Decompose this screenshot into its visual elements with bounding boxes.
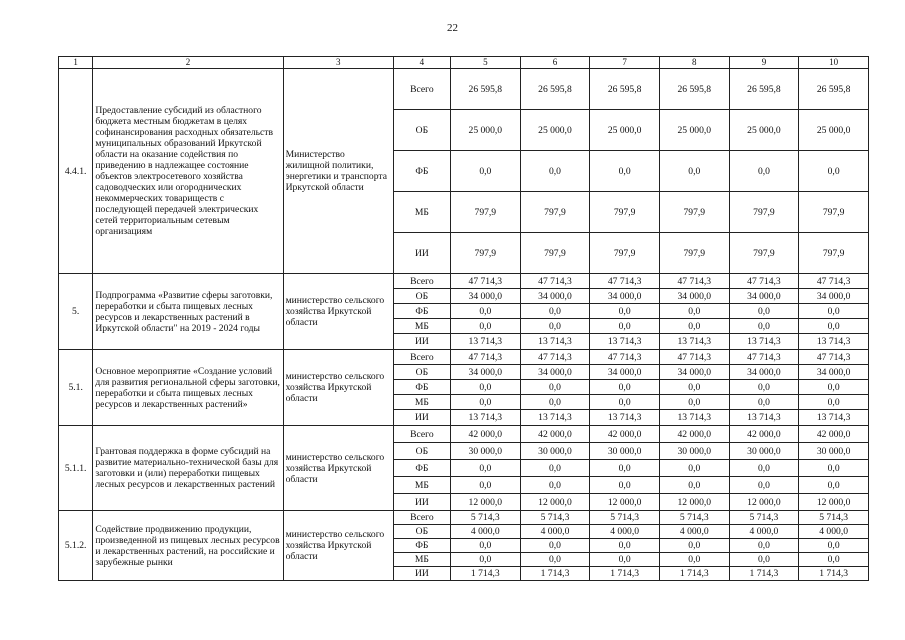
amount-cell: 26 595,8 — [520, 69, 590, 110]
row-code: 4.4.1. — [59, 69, 93, 274]
row-code: 5. — [59, 274, 93, 350]
amount-cell: 0,0 — [450, 304, 520, 319]
amount-cell: 0,0 — [729, 319, 799, 334]
amount-cell: 1 714,3 — [799, 567, 869, 581]
amount-cell: 25 000,0 — [729, 110, 799, 151]
row-code: 5.1. — [59, 350, 93, 426]
amount-cell: 47 714,3 — [799, 350, 869, 365]
table-body — [59, 57, 869, 581]
amount-cell: 0,0 — [520, 539, 590, 553]
amount-cell: 25 000,0 — [450, 110, 520, 151]
amount-cell: 47 714,3 — [450, 274, 520, 289]
amount-cell: 0,0 — [520, 460, 590, 477]
amount-cell: 26 595,8 — [659, 69, 729, 110]
column-number: 10 — [799, 57, 869, 69]
amount-cell: 4 000,0 — [659, 525, 729, 539]
amount-cell: 0,0 — [799, 380, 869, 395]
amount-cell: 12 000,0 — [659, 494, 729, 511]
funding-source: Всего — [393, 350, 450, 365]
row-code: 5.1.2. — [59, 511, 93, 581]
row-description: Предоставление субсидий из областного бюджета местным бюджетам в целях софинансирования расходных обязательств муниципальных образований Иркутской области на оказание содействия по приведению в надлежащее состояние объектов электросетевого хозяйства садоводческих или огороднических некоммерческих товариществ с последующей передачей электрических сетей территориальным сетевым организациям — [93, 69, 283, 274]
row-executor: Министерство жилищной политики, энергетики и транспорта Иркутской области — [283, 69, 393, 274]
amount-cell: 0,0 — [729, 539, 799, 553]
amount-cell: 13 714,3 — [590, 410, 660, 426]
amount-cell: 0,0 — [520, 319, 590, 334]
funding-source: ИИ — [393, 233, 450, 274]
amount-cell: 0,0 — [450, 460, 520, 477]
amount-cell: 0,0 — [450, 553, 520, 567]
amount-cell: 0,0 — [520, 151, 590, 192]
amount-cell: 0,0 — [729, 151, 799, 192]
amount-cell: 5 714,3 — [799, 511, 869, 525]
amount-cell: 797,9 — [659, 233, 729, 274]
amount-cell: 4 000,0 — [450, 525, 520, 539]
funding-source: Всего — [393, 511, 450, 525]
amount-cell: 0,0 — [520, 395, 590, 410]
amount-cell: 0,0 — [590, 477, 660, 494]
funding-source: ОБ — [393, 110, 450, 151]
amount-cell: 42 000,0 — [450, 426, 520, 443]
funding-source: ИИ — [393, 567, 450, 581]
column-number: 7 — [590, 57, 660, 69]
funding-source: ОБ — [393, 443, 450, 460]
funding-source: ФБ — [393, 304, 450, 319]
amount-cell: 0,0 — [520, 380, 590, 395]
table-row — [59, 69, 869, 110]
amount-cell: 47 714,3 — [520, 350, 590, 365]
column-number: 8 — [659, 57, 729, 69]
funding-source: ОБ — [393, 525, 450, 539]
amount-cell: 0,0 — [729, 395, 799, 410]
amount-cell: 26 595,8 — [729, 69, 799, 110]
funding-source: МБ — [393, 553, 450, 567]
row-description: Основное мероприятие «Создание условий для развития региональной сферы заготовки, переработки и сбыта пищевых лесных ресурсов и лекарственных растений» — [93, 350, 283, 426]
amount-cell: 30 000,0 — [729, 443, 799, 460]
amount-cell: 0,0 — [450, 477, 520, 494]
amount-cell: 13 714,3 — [659, 410, 729, 426]
amount-cell: 5 714,3 — [450, 511, 520, 525]
amount-cell: 12 000,0 — [590, 494, 660, 511]
amount-cell: 797,9 — [590, 192, 660, 233]
amount-cell: 797,9 — [799, 192, 869, 233]
funding-source: МБ — [393, 477, 450, 494]
amount-cell: 0,0 — [520, 477, 590, 494]
amount-cell: 0,0 — [729, 460, 799, 477]
amount-cell: 13 714,3 — [799, 410, 869, 426]
table-row — [59, 426, 869, 443]
amount-cell: 0,0 — [450, 319, 520, 334]
amount-cell: 30 000,0 — [799, 443, 869, 460]
row-executor: министерство сельского хозяйства Иркутской области — [283, 511, 393, 581]
amount-cell: 34 000,0 — [450, 365, 520, 380]
amount-cell: 0,0 — [659, 380, 729, 395]
amount-cell: 34 000,0 — [450, 289, 520, 304]
amount-cell: 13 714,3 — [729, 334, 799, 350]
amount-cell: 34 000,0 — [590, 289, 660, 304]
funding-source: ОБ — [393, 365, 450, 380]
amount-cell: 25 000,0 — [590, 110, 660, 151]
amount-cell: 0,0 — [659, 553, 729, 567]
column-number: 4 — [393, 57, 450, 69]
amount-cell: 797,9 — [729, 192, 799, 233]
amount-cell: 4 000,0 — [520, 525, 590, 539]
amount-cell: 5 714,3 — [729, 511, 799, 525]
amount-cell: 0,0 — [590, 151, 660, 192]
table-row — [59, 274, 869, 289]
amount-cell: 0,0 — [590, 460, 660, 477]
amount-cell: 47 714,3 — [520, 274, 590, 289]
amount-cell: 0,0 — [659, 319, 729, 334]
amount-cell: 0,0 — [450, 539, 520, 553]
amount-cell: 13 714,3 — [729, 410, 799, 426]
amount-cell: 5 714,3 — [659, 511, 729, 525]
row-code: 5.1.1. — [59, 426, 93, 511]
funding-source: ФБ — [393, 460, 450, 477]
column-number: 6 — [520, 57, 590, 69]
amount-cell: 797,9 — [729, 233, 799, 274]
amount-cell: 12 000,0 — [520, 494, 590, 511]
amount-cell: 47 714,3 — [590, 274, 660, 289]
amount-cell: 13 714,3 — [520, 410, 590, 426]
amount-cell: 30 000,0 — [590, 443, 660, 460]
amount-cell: 47 714,3 — [729, 350, 799, 365]
amount-cell: 47 714,3 — [729, 274, 799, 289]
amount-cell: 0,0 — [799, 553, 869, 567]
funding-source: МБ — [393, 192, 450, 233]
row-description: Содействие продвижению продукции, произведенной из пищевых лесных ресурсов и лекарственных растений, на российские и зарубежные рынки — [93, 511, 283, 581]
amount-cell: 47 714,3 — [659, 274, 729, 289]
budget-table — [58, 56, 869, 581]
column-number: 3 — [283, 57, 393, 69]
amount-cell: 0,0 — [799, 304, 869, 319]
funding-source: Всего — [393, 69, 450, 110]
amount-cell: 0,0 — [590, 539, 660, 553]
page-number: 22 — [447, 22, 458, 34]
amount-cell: 1 714,3 — [659, 567, 729, 581]
funding-source: ФБ — [393, 539, 450, 553]
funding-source: ОБ — [393, 289, 450, 304]
amount-cell: 34 000,0 — [520, 365, 590, 380]
amount-cell: 30 000,0 — [520, 443, 590, 460]
amount-cell: 47 714,3 — [590, 350, 660, 365]
amount-cell: 797,9 — [520, 233, 590, 274]
column-number-row — [59, 57, 869, 69]
amount-cell: 34 000,0 — [520, 289, 590, 304]
amount-cell: 13 714,3 — [450, 410, 520, 426]
amount-cell: 25 000,0 — [659, 110, 729, 151]
table-row — [59, 350, 869, 365]
amount-cell: 34 000,0 — [729, 289, 799, 304]
amount-cell: 797,9 — [590, 233, 660, 274]
amount-cell: 34 000,0 — [659, 365, 729, 380]
amount-cell: 34 000,0 — [799, 289, 869, 304]
amount-cell: 12 000,0 — [450, 494, 520, 511]
amount-cell: 0,0 — [659, 460, 729, 477]
amount-cell: 4 000,0 — [590, 525, 660, 539]
amount-cell: 0,0 — [799, 395, 869, 410]
amount-cell: 25 000,0 — [799, 110, 869, 151]
amount-cell: 0,0 — [659, 151, 729, 192]
amount-cell: 34 000,0 — [590, 365, 660, 380]
amount-cell: 0,0 — [729, 380, 799, 395]
amount-cell: 0,0 — [799, 151, 869, 192]
amount-cell: 1 714,3 — [729, 567, 799, 581]
amount-cell: 0,0 — [659, 395, 729, 410]
amount-cell: 0,0 — [590, 304, 660, 319]
amount-cell: 26 595,8 — [799, 69, 869, 110]
amount-cell: 13 714,3 — [799, 334, 869, 350]
amount-cell: 0,0 — [799, 319, 869, 334]
amount-cell: 0,0 — [450, 395, 520, 410]
column-number: 2 — [93, 57, 283, 69]
amount-cell: 0,0 — [590, 380, 660, 395]
column-number: 5 — [450, 57, 520, 69]
funding-source: МБ — [393, 319, 450, 334]
amount-cell: 34 000,0 — [799, 365, 869, 380]
amount-cell: 13 714,3 — [659, 334, 729, 350]
amount-cell: 47 714,3 — [799, 274, 869, 289]
amount-cell: 47 714,3 — [450, 350, 520, 365]
row-executor: министерство сельского хозяйства Иркутской области — [283, 274, 393, 350]
amount-cell: 797,9 — [799, 233, 869, 274]
amount-cell: 34 000,0 — [729, 365, 799, 380]
amount-cell: 30 000,0 — [659, 443, 729, 460]
amount-cell: 797,9 — [450, 233, 520, 274]
amount-cell: 1 714,3 — [590, 567, 660, 581]
amount-cell: 0,0 — [450, 151, 520, 192]
row-description: Подпрограмма «Развитие сферы заготовки, переработки и сбыта пищевых лесных ресурсов и лекарственных растений в Иркутской области" на 2019 - 2024 годы — [93, 274, 283, 350]
funding-source: Всего — [393, 274, 450, 289]
amount-cell: 26 595,8 — [450, 69, 520, 110]
funding-source: ФБ — [393, 380, 450, 395]
row-executor: министерство сельского хозяйства Иркутской области — [283, 350, 393, 426]
amount-cell: 797,9 — [659, 192, 729, 233]
amount-cell: 42 000,0 — [520, 426, 590, 443]
amount-cell: 1 714,3 — [520, 567, 590, 581]
amount-cell: 4 000,0 — [729, 525, 799, 539]
amount-cell: 12 000,0 — [799, 494, 869, 511]
amount-cell: 42 000,0 — [729, 426, 799, 443]
amount-cell: 0,0 — [590, 553, 660, 567]
amount-cell: 4 000,0 — [799, 525, 869, 539]
amount-cell: 0,0 — [799, 460, 869, 477]
amount-cell: 42 000,0 — [590, 426, 660, 443]
amount-cell: 1 714,3 — [450, 567, 520, 581]
amount-cell: 26 595,8 — [590, 69, 660, 110]
amount-cell: 25 000,0 — [520, 110, 590, 151]
funding-source: Всего — [393, 426, 450, 443]
amount-cell: 5 714,3 — [590, 511, 660, 525]
amount-cell: 0,0 — [659, 539, 729, 553]
amount-cell: 0,0 — [450, 380, 520, 395]
amount-cell: 797,9 — [520, 192, 590, 233]
column-number: 9 — [729, 57, 799, 69]
column-number: 1 — [59, 57, 93, 69]
amount-cell: 0,0 — [590, 395, 660, 410]
amount-cell: 0,0 — [729, 477, 799, 494]
amount-cell: 5 714,3 — [520, 511, 590, 525]
funding-source: ФБ — [393, 151, 450, 192]
amount-cell: 797,9 — [450, 192, 520, 233]
amount-cell: 47 714,3 — [659, 350, 729, 365]
amount-cell: 0,0 — [659, 477, 729, 494]
amount-cell: 42 000,0 — [799, 426, 869, 443]
amount-cell: 0,0 — [799, 539, 869, 553]
amount-cell: 34 000,0 — [659, 289, 729, 304]
amount-cell: 42 000,0 — [659, 426, 729, 443]
amount-cell: 0,0 — [520, 304, 590, 319]
funding-source: МБ — [393, 395, 450, 410]
amount-cell: 13 714,3 — [450, 334, 520, 350]
amount-cell: 0,0 — [520, 553, 590, 567]
funding-source: ИИ — [393, 410, 450, 426]
amount-cell: 13 714,3 — [520, 334, 590, 350]
amount-cell: 12 000,0 — [729, 494, 799, 511]
row-description: Грантовая поддержка в форме субсидий на развитие материально-технической базы для заготовки и (или) переработки пищевых лесных ресурсов и лекарственных растений — [93, 426, 283, 511]
funding-source: ИИ — [393, 334, 450, 350]
amount-cell: 30 000,0 — [450, 443, 520, 460]
amount-cell: 0,0 — [799, 477, 869, 494]
amount-cell: 0,0 — [659, 304, 729, 319]
amount-cell: 0,0 — [729, 553, 799, 567]
table-row — [59, 511, 869, 525]
funding-source: ИИ — [393, 494, 450, 511]
amount-cell: 13 714,3 — [590, 334, 660, 350]
row-executor: министерство сельского хозяйства Иркутской области — [283, 426, 393, 511]
amount-cell: 0,0 — [590, 319, 660, 334]
amount-cell: 0,0 — [729, 304, 799, 319]
